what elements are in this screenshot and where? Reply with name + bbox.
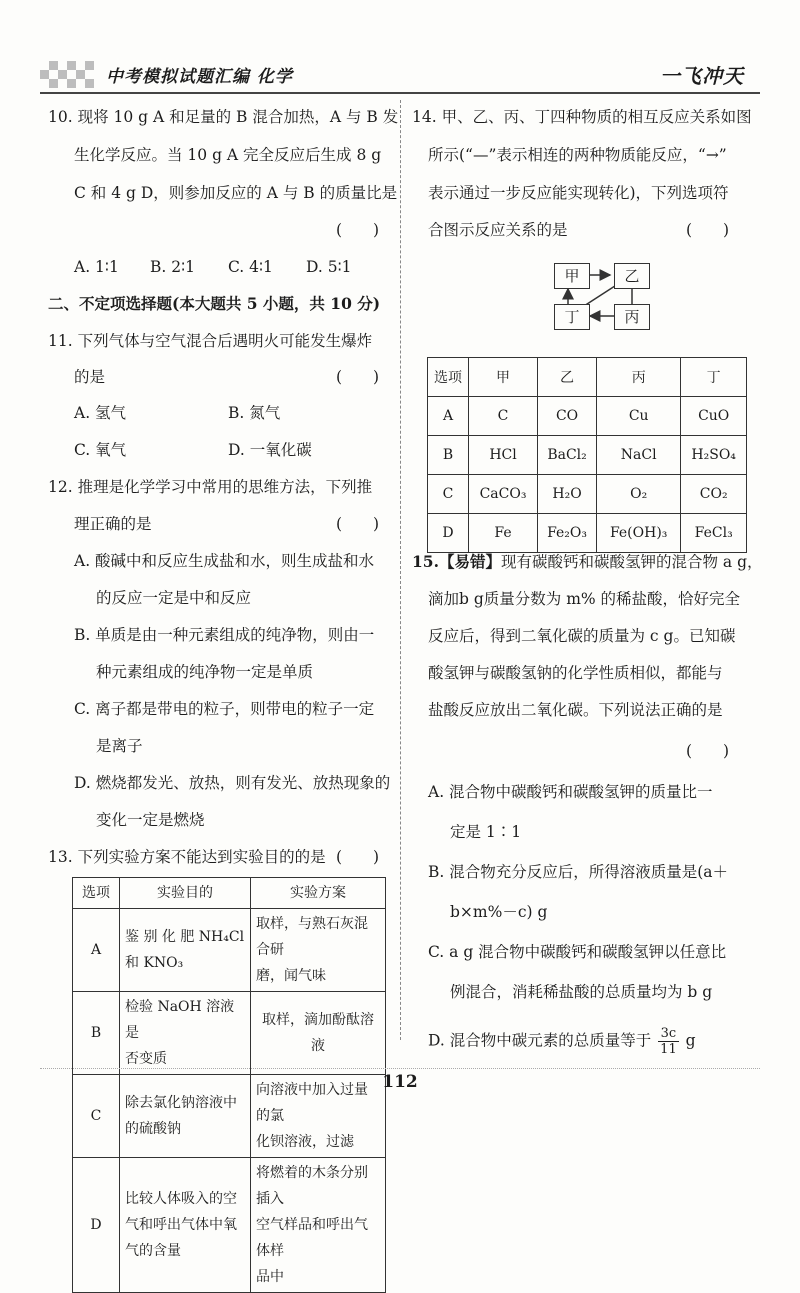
option-b-cont: 种元素组成的纯净物一定是单质 xyxy=(96,663,314,681)
table-cell: CuO xyxy=(681,397,747,436)
table-row xyxy=(73,1075,386,1158)
table-cell: C xyxy=(469,397,538,436)
table-cell: 将燃着的木条分别插入 空气样品和呼出气体样 品中 xyxy=(251,1158,386,1293)
option-d-cont: 变化一定是燃烧 xyxy=(96,811,205,829)
option-c: C. a g 混合物中碳酸钙和碳酸氢钾以任意比 xyxy=(428,943,727,961)
answer-bracket: ( ) xyxy=(686,742,730,760)
table-row xyxy=(73,909,386,992)
node-ding: 丁 xyxy=(554,304,590,330)
table-header: 实验目的 xyxy=(120,878,251,909)
option-a-cont: 定是 1∶1 xyxy=(450,823,522,841)
option-b: B. 2∶1 xyxy=(150,258,196,276)
answer-bracket: ( ) xyxy=(686,221,730,239)
table-header: 选项 xyxy=(73,878,120,909)
table-row xyxy=(73,1158,386,1293)
table-row xyxy=(428,514,747,553)
q12-line: 理正确的是 xyxy=(74,515,152,533)
table-cell: Fe₂O₃ xyxy=(538,514,597,553)
q11-line: 11. 下列气体与空气混合后遇明火可能发生爆炸 xyxy=(48,332,373,350)
q13-line: 13. 下列实验方案不能达到实验目的的是 xyxy=(48,848,326,866)
table-header: 实验方案 xyxy=(251,878,386,909)
option-d: D. 一氧化碳 xyxy=(228,441,312,459)
option-a: A. 氢气 xyxy=(74,404,127,422)
option-c: C. 4∶1 xyxy=(228,258,273,276)
q15-first-line: 15.【易错】现有碳酸钙和碳酸氢钾的混合物 a g， xyxy=(412,552,763,571)
table-cell: D xyxy=(428,514,469,553)
table-cell: C xyxy=(428,475,469,514)
experiment-table xyxy=(72,877,386,1293)
option-c-cont: 是离子 xyxy=(96,737,143,755)
option-a: A. 混合物中碳酸钙和碳酸氢钾的质量比一 xyxy=(428,783,713,801)
table-cell: C xyxy=(73,1075,120,1158)
option-d: D. 燃烧都发光、放热，则有发光、放热现象的 xyxy=(74,774,391,792)
answer-bracket: ( ) xyxy=(336,515,380,533)
table-header: 丁 xyxy=(681,358,747,397)
option-d: D. 混合物中碳元素的总质量等于 $\frac{3c}{11}$ g xyxy=(428,1026,696,1057)
table-header: 乙 xyxy=(538,358,597,397)
header-title: 中考模拟试题汇编 化学 xyxy=(106,67,293,87)
fraction: $\frac{3c}{11}$ xyxy=(660,1026,677,1057)
option-b: B. 单质是由一种元素组成的纯净物，则由一 xyxy=(74,626,375,644)
table-cell: CO₂ xyxy=(681,475,747,514)
q15-line: 酸氢钾与碳酸氢钠的化学性质相似，都能与 xyxy=(428,664,723,682)
page-number: 112 xyxy=(382,1072,418,1092)
table-row xyxy=(73,992,386,1075)
table-cell: Fe(OH)₃ xyxy=(597,514,681,553)
node-yi: 乙 xyxy=(614,263,650,289)
node-jia: 甲 xyxy=(554,263,590,289)
table-cell: 比较人体吸入的空 气和呼出气体中氧 气的含量 xyxy=(120,1158,251,1293)
q11-line: 的是 xyxy=(74,368,106,386)
section-title: 二、不定项选择题(本大题共 5 小题，共 10 分) xyxy=(48,294,381,313)
q10-line: 10. 现将 10 g A 和足量的 B 混合加热，A 与 B 发 xyxy=(48,108,399,126)
table-cell: 向溶液中加入过量的氯 化钡溶液，过滤 xyxy=(251,1075,386,1158)
table-cell: CO xyxy=(538,397,597,436)
q15-line: 盐酸反应放出二氧化碳。下列说法正确的是 xyxy=(428,701,723,719)
options-table xyxy=(427,357,747,553)
option-b: B. 混合物充分反应后，所得溶液质量是(a＋ xyxy=(428,863,729,881)
table-cell: NaCl xyxy=(597,436,681,475)
option-b-cont: b×m%－c) g xyxy=(450,903,548,921)
option-d: D. 5∶1 xyxy=(306,258,352,276)
column-divider xyxy=(400,100,402,1040)
table-cell: H₂SO₄ xyxy=(681,436,747,475)
table-cell: A xyxy=(73,909,120,992)
table-row xyxy=(428,475,747,514)
reaction-diagram xyxy=(540,256,650,336)
node-bing: 丙 xyxy=(614,304,650,330)
q14-line: 所示(“—”表示相连的两种物质能反应，“→” xyxy=(428,146,727,164)
table-row xyxy=(428,397,747,436)
table-cell: B xyxy=(428,436,469,475)
option-c: C. 氧气 xyxy=(74,441,127,459)
option-c-cont: 例混合，消耗稀盐酸的总质量均为 b g xyxy=(450,983,713,1001)
q14-line: 14. 甲、乙、丙、丁四种物质的相互反应关系如图 xyxy=(412,108,752,126)
answer-bracket: ( ) xyxy=(336,368,380,386)
table-cell: O₂ xyxy=(597,475,681,514)
option-a: A. 1∶1 xyxy=(74,258,119,276)
table-cell: BaCl₂ xyxy=(538,436,597,475)
table-cell: 除去氯化钠溶液中 的硫酸钠 xyxy=(120,1075,251,1158)
q14-line: 合图示反应关系的是 xyxy=(428,221,568,239)
table-cell: 取样，与熟石灰混合研 磨，闻气味 xyxy=(251,909,386,992)
table-cell: Cu xyxy=(597,397,681,436)
q15-line: 反应后，得到二氧化碳的质量为 c g。已知碳 xyxy=(428,627,736,645)
q14-line: 表示通过一步反应能实现转化)，下列选项符 xyxy=(428,184,729,202)
q15-line: 滴加b g质量分数为 m% 的稀盐酸，恰好完全 xyxy=(428,590,741,608)
q12-line: 12. 推理是化学学习中常用的思维方法，下列推 xyxy=(48,478,373,496)
page-header xyxy=(0,52,800,96)
table-cell: HCl xyxy=(469,436,538,475)
table-row xyxy=(428,436,747,475)
table-cell: 检验 NaOH 溶液是 否变质 xyxy=(120,992,251,1075)
q10-line: 生化学反应。当 10 g A 完全反应后生成 8 g xyxy=(74,146,382,164)
table-header: 甲 xyxy=(469,358,538,397)
table-header: 丙 xyxy=(597,358,681,397)
header-brand: 一飞冲天 xyxy=(660,64,744,88)
checker-decoration xyxy=(40,60,110,88)
table-cell: Fe xyxy=(469,514,538,553)
table-cell: 鉴 别 化 肥 NH₄Cl 和 KNO₃ xyxy=(120,909,251,992)
answer-bracket: ( ) xyxy=(336,221,380,239)
table-cell: H₂O xyxy=(538,475,597,514)
q10-line: C 和 4 g D，则参加反应的 A 与 B 的质量比是 xyxy=(74,184,398,202)
option-c: C. 离子都是带电的粒子，则带电的粒子一定 xyxy=(74,700,375,718)
table-cell: FeCl₃ xyxy=(681,514,747,553)
footer-band xyxy=(40,1068,760,1070)
option-a: A. 酸碱中和反应生成盐和水，则生成盐和水 xyxy=(74,552,375,570)
table-cell: CaCO₃ xyxy=(469,475,538,514)
table-header: 选项 xyxy=(428,358,469,397)
option-a-cont: 的反应一定是中和反应 xyxy=(96,589,252,607)
table-cell: A xyxy=(428,397,469,436)
answer-bracket: ( ) xyxy=(336,848,380,866)
option-b: B. 氮气 xyxy=(228,404,281,422)
table-cell: D xyxy=(73,1158,120,1293)
table-cell: 取样，滴加酚酞溶液 xyxy=(251,992,386,1075)
table-cell: B xyxy=(73,992,120,1075)
